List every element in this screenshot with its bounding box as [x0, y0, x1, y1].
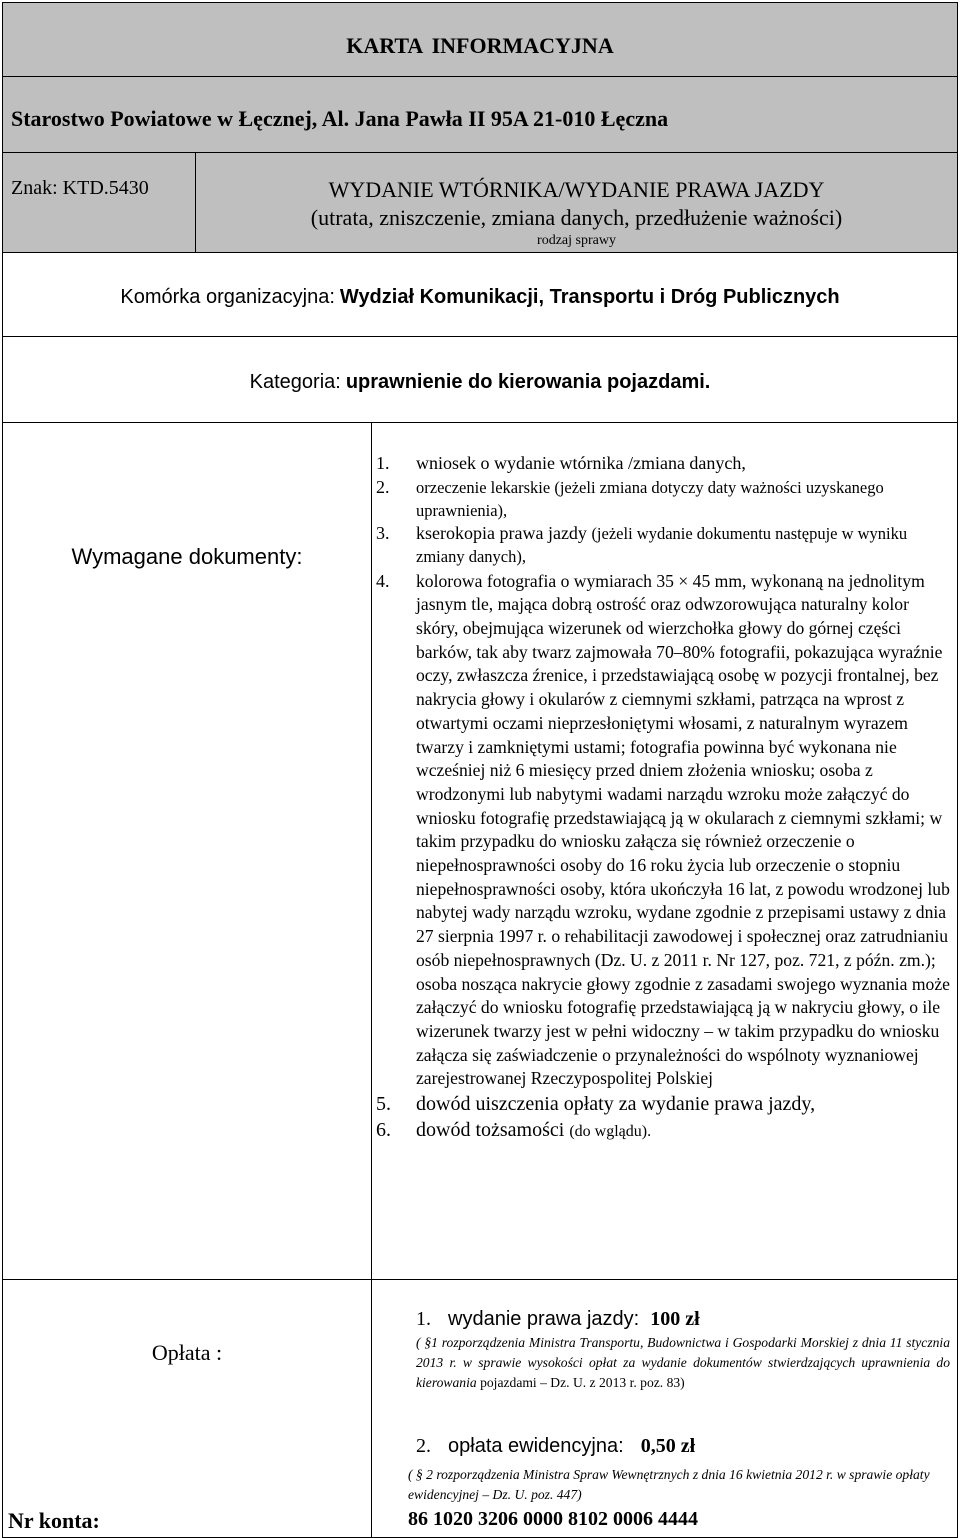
fee-item-2-note: ( § 2 rozporządzenia Ministra Spraw Wewnętrznych z dnia 16 kwietnia 2012 r. w sprawie opłaty ewidencyjnej – Dz. U. poz. 447): [408, 1467, 930, 1502]
sign-cell: [2, 152, 196, 253]
list-item-text: kserokopia prawa jazdy: [416, 522, 587, 543]
title-row: [2, 2, 958, 77]
office-row: [2, 76, 958, 153]
category-row: [2, 336, 958, 423]
documents-label: Wymagane dokumenty:: [71, 544, 303, 569]
list-item: [376, 570, 952, 1091]
account-label: Nr konta:: [8, 1508, 100, 1533]
sign-label: Znak:: [11, 177, 58, 199]
case-title-1: WYDANIE WTÓRNIKA/WYDANIE PRAWA JAZDY: [328, 177, 825, 202]
unit-row: [2, 252, 958, 337]
office-address: Starostwo Powiatowe w Łęcznej, Al. Jana Pawła II 95A 21-010 Łęczna: [11, 106, 669, 131]
sign-text: [11, 177, 149, 200]
list-item-note: (do wglądu).: [569, 1123, 652, 1141]
list-item-number: 4.: [376, 570, 390, 591]
list-item: [376, 1091, 952, 1117]
sign-value: KTD.5430: [62, 177, 149, 199]
fee-label-cell: [2, 1279, 372, 1538]
fee-item-2-text: opłata ewidencyjna:: [448, 1435, 624, 1457]
case-cell: [195, 152, 958, 253]
fee-content-cell: [371, 1279, 958, 1538]
list-item-number: 1.: [376, 453, 390, 473]
fee-item-2-number: 2.: [416, 1435, 431, 1457]
category-text: [3, 371, 957, 394]
list-item-text: dowód tożsamości: [416, 1119, 565, 1142]
fee-item-2-amount: 0,50 zł: [640, 1435, 696, 1457]
fee-item-1-note: [416, 1333, 950, 1393]
fee-label: Opłata :: [151, 1340, 223, 1365]
category-label: Kategoria:: [249, 371, 341, 393]
list-item-number: 2.: [376, 476, 390, 497]
list-item: [376, 476, 952, 522]
fee-item-1: [416, 1308, 700, 1331]
list-item: [376, 522, 952, 568]
list-item: [376, 1117, 952, 1145]
fee-item-1-note-text: ( §1 rozporządzenia Ministra Transportu, Budownictwa i Gospodarki Morskiej z dnia 11 stycznia 2013 r. w sprawie wysokości opłat za wydanie dokumentów stwierdzających uprawnienia do kierowania: [416, 1335, 950, 1390]
fee-item-1-note-tail: pojazdami – Dz. U. z 2013 r. poz. 83): [480, 1375, 685, 1390]
fee-item-2: [416, 1435, 695, 1458]
list-item-text: kolorowa fotografia o wymiarach 35 × 45 mm, wykonaną na jednolitym jasnym tle, mająca dobrą ostrość oraz odwzorowująca naturalny kolor skóry, obejmująca wizerunek od wierzchołka głowy do górnej części barków, tak aby twarz zajmowała 70–80% fotografii, pokazująca wyraźnie oczy, zwłaszcza źrenice, i przedstawiającą osobę w pozycji frontalnej, bez nakrycia głowy i okularów z ciemnymi szkłami, patrząca na wprost z otwartymi oczami nieprzesłoniętymi włosami, z naturalnym wyrazem twarzy i zamkniętymi ustami; fotografia powinna być wykonana nie wcześniej niż 6 miesięcy przed dniem złożenia wniosku; osoba z wrodzonymi lub nabytymi wadami narządu wzroku może załączyć do wniosku fotografię przedstawiającą ją w okularach z ciemnymi szkłami; w takim przypadku do wniosku załącza się również orzeczenie o niepełnosprawności osoby do 16 roku życia lub orzeczenie o stopniu niepełnosprawności osoby, która ukończyła 16 lat, z powodu wrodzonej lub nabytej wady narządu wzroku, wydane zgodnie z przepisami ustawy z dnia 27 sierpnia 1997 r. o rehabilitacji zawodowej i społecznej oraz zatrudnianiu osób niepełnosprawnych (Dz. U. z 2011 r. Nr 127, poz. 721, z późn. zm.); osoba nosząca nakrycie głowy zgodnie z zasadami swojego wyznania może załączyć do wniosku fotografię przedstawiającą ją w nakryciu głowy, o ile wizerunek twarzy jest w pełni widoczny – w takim przypadku do wniosku załącza się zaświadczenie o przynależności do wspólnoty wyznaniowej zarejestrowanej Rzeczypospolitej Polskiej: [416, 570, 950, 1089]
list-item-number: 3.: [376, 522, 390, 543]
list-item-number: 5.: [376, 1093, 391, 1116]
list-item: [376, 452, 952, 476]
fee-item-1-number: 1.: [416, 1308, 431, 1330]
unit-text: [3, 286, 957, 309]
list-item-text: orzeczenie lekarskie (jeżeli zmiana dotyczy daty ważności uzyskanego uprawnienia),: [416, 477, 884, 520]
account-number: 86 1020 3206 0000 8102 0006 4444: [408, 1508, 698, 1530]
list-item-note: (jeżeli wydanie dokumentu następuje w wyniku zmiany danych),: [416, 523, 908, 566]
documents-label-cell: [2, 422, 372, 1280]
list-item-number: 6.: [376, 1119, 391, 1142]
fee-item-1-text: wydanie prawa jazdy:: [448, 1308, 640, 1330]
case-title-2: (utrata, zniszczenie, zmiana danych, przedłużenie ważności): [310, 205, 843, 230]
fee-item-1-amount: 100 zł: [650, 1308, 700, 1330]
list-item-text: dowód uiszczenia opłaty za wydanie prawa jazdy,: [416, 1093, 816, 1116]
unit-value: Wydział Komunikacji, Transportu i Dróg Publicznych: [339, 286, 840, 308]
unit-label: Komórka organizacyjna:: [120, 286, 335, 308]
case-caption: rodzaj sprawy: [537, 233, 616, 248]
page-title: KARTA INFORMACYJNA: [346, 33, 614, 58]
list-item-text: wniosek o wydanie wtórnika /zmiana danych,: [416, 453, 746, 473]
category-value: uprawnienie do kierowania pojazdami.: [345, 371, 711, 393]
documents-list: [376, 452, 952, 1145]
